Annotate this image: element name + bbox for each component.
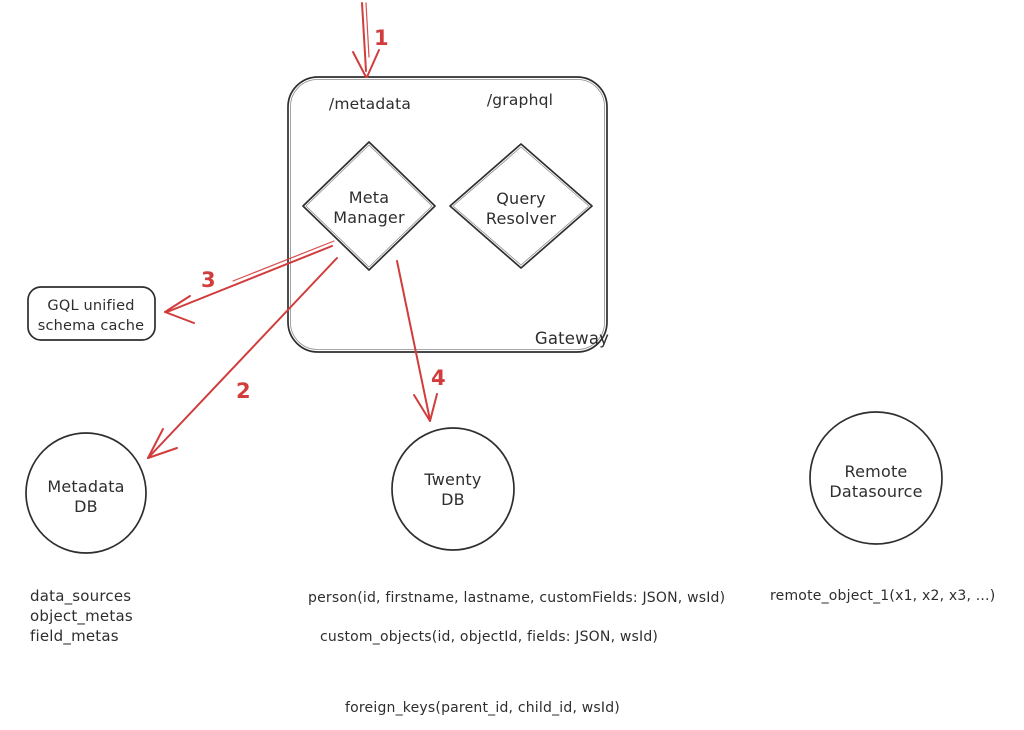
meta-manager-label-line2: Manager [333, 208, 405, 227]
gateway-group [288, 77, 609, 352]
meta-manager-label-line1: Meta [348, 188, 390, 207]
remote-datasource-node [810, 412, 942, 544]
remote-datasource-tables [770, 588, 995, 604]
remote-datasource-label-line2: Datasource [829, 482, 923, 501]
twenty-db-label-line1: Twenty [424, 470, 482, 489]
metadata-db-tables [30, 587, 133, 646]
metadata-db-node [26, 433, 146, 553]
twenty-db-circle [392, 428, 514, 550]
twenty-db-label-line2: DB [441, 490, 465, 509]
schema-cache-node [28, 287, 155, 340]
query-resolver-label-line1: Query [496, 189, 546, 208]
schema-cache-label-line2: schema cache [37, 318, 145, 334]
flow-step-2-label: 2 [236, 379, 251, 403]
twenty-db-table-foreign-keys: foreign_keys(parent_id, child_id, wsId) [345, 700, 620, 716]
schema-cache-label-line1: GQL unified [47, 298, 135, 314]
metadata-db-table-field-metas: field_metas [30, 627, 119, 645]
twenty-db-tables [308, 590, 725, 716]
metadata-db-label-line1: Metadata [47, 477, 125, 496]
query-resolver-label-line2: Resolver [485, 209, 557, 228]
gateway-title-label: Gateway [534, 329, 610, 348]
remote-datasource-label-line1: Remote [844, 462, 908, 481]
twenty-db-table-custom-objects: custom_objects(id, objectId, fields: JSON, wsId) [320, 629, 659, 645]
flow-step-3-label: 3 [201, 268, 216, 292]
twenty-db-table-person: person(id, firstname, lastname, customFields: JSON, wsId) [308, 590, 726, 606]
twenty-db-node [392, 428, 514, 550]
metadata-db-table-object-metas: object_metas [30, 607, 133, 625]
remote-datasource-table-remote-object: remote_object_1(x1, x2, x3, ...) [770, 588, 996, 604]
metadata-db-table-data-sources: data_sources [30, 587, 132, 605]
metadata-db-label-line2: DB [74, 497, 98, 516]
arrow-2 [148, 258, 337, 458]
flow-step-1-label: 1 [374, 26, 389, 50]
gateway-route-graphql-label: /graphql [486, 91, 554, 109]
flow-step-4-label: 4 [431, 366, 446, 390]
gateway-route-metadata-label: /metadata [328, 95, 412, 113]
